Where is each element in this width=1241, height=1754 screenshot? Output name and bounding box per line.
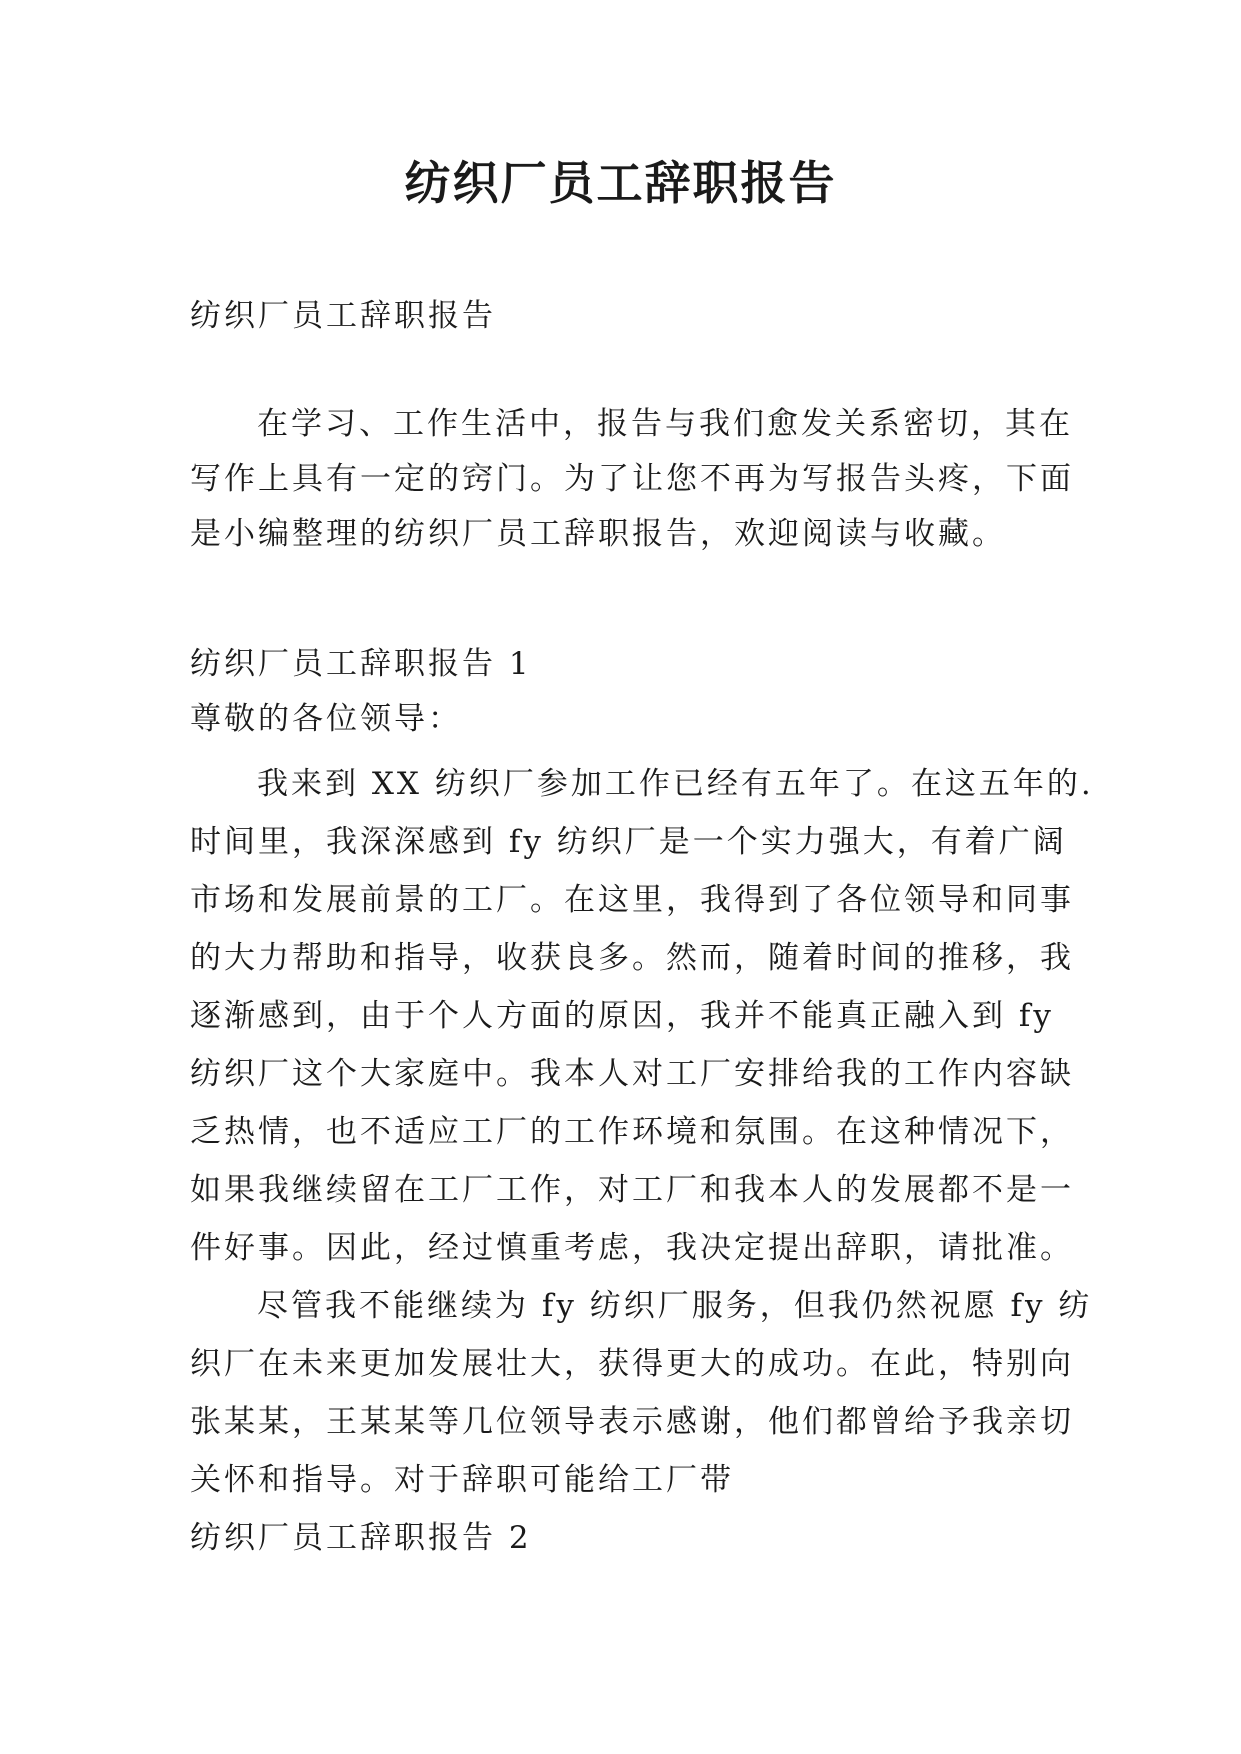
section-heading-2: 纺织厂员工辞职报告 2 (190, 1520, 532, 1556)
salutation: 尊敬的各位领导： (190, 701, 462, 737)
para1-line-6: 纺织厂这个大家庭中。我本人对工厂安排给我的工作内容缺 (190, 1056, 1074, 1092)
para1-line-3: 市场和发展前景的工厂。在这里，我得到了各位领导和同事 (190, 882, 1074, 918)
document-subtitle: 纺织厂员工辞职报告 (190, 298, 496, 334)
para2-line-3: 张某某，王某某等几位领导表示感谢，他们都曾给予我亲切 (190, 1404, 1074, 1440)
intro-line-1: 在学习、工作生活中，报告与我们愈发关系密切，其在 (257, 406, 1073, 442)
document-title: 纺织厂员工辞职报告 (404, 156, 837, 210)
para2-line-2: 织厂在未来更加发展壮大，获得更大的成功。在此，特别向 (190, 1346, 1074, 1382)
section-heading-1: 纺织厂员工辞职报告 1 (190, 646, 532, 682)
para1-line-4: 的大力帮助和指导，收获良多。然而，随着时间的推移，我 (190, 940, 1074, 976)
intro-line-2: 写作上具有一定的窍门。为了让您不再为写报告头疼，下面 (190, 461, 1074, 497)
intro-line-3: 是小编整理的纺织厂员工辞职报告，欢迎阅读与收藏。 (190, 516, 1006, 552)
para1-line-1: 我来到 XX 纺织厂参加工作已经有五年了。在这五年的. (257, 766, 1094, 802)
para1-line-5: 逐渐感到，由于个人方面的原因，我并不能真正融入到 fy (190, 998, 1054, 1034)
para1-line-7: 乏热情，也不适应工厂的工作环境和氛围。在这种情况下， (190, 1114, 1074, 1150)
para2-line-1: 尽管我不能继续为 fy 纺织厂服务，但我仍然祝愿 fy 纺 (257, 1288, 1093, 1324)
para1-line-8: 如果我继续留在工厂工作，对工厂和我本人的发展都不是一 (190, 1172, 1074, 1208)
para1-line-2: 时间里，我深深感到 fy 纺织厂是一个实力强大，有着广阔 (190, 824, 1067, 860)
para1-line-9: 件好事。因此，经过慎重考虑，我决定提出辞职，请批准。 (190, 1230, 1074, 1266)
para2-line-4: 关怀和指导。对于辞职可能给工厂带 (190, 1462, 734, 1498)
